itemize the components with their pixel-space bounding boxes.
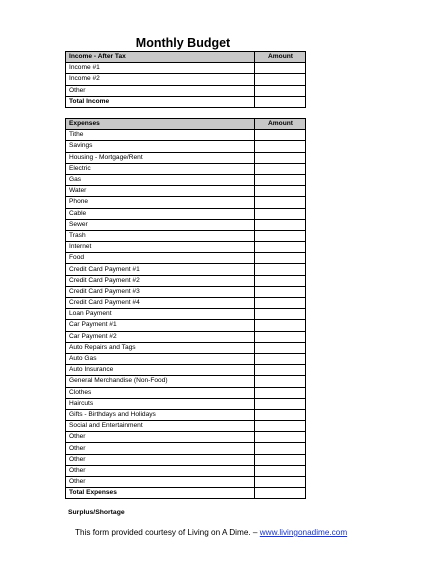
footer-text: This form provided courtesy of Living on A Dime. – [75, 528, 258, 537]
expenses-row-amount-cell[interactable] [255, 331, 306, 342]
expenses-row-label: Food [66, 253, 255, 264]
expenses-row-label: Auto Gas [66, 353, 255, 364]
income-row-label: Income #2 [66, 74, 255, 85]
expenses-row-label: Loan Payment [66, 309, 255, 320]
expenses-row-label: Car Payment #2 [66, 331, 255, 342]
expenses-row-label: Credit Card Payment #3 [66, 286, 255, 297]
expenses-row-label: Credit Card Payment #4 [66, 298, 255, 309]
expenses-row-amount-cell[interactable] [255, 264, 306, 275]
expenses-row-amount-cell[interactable] [255, 376, 306, 387]
expenses-row [66, 398, 306, 409]
expenses-row [66, 264, 306, 275]
footer-link[interactable]: www.livingonadime.com [259, 528, 348, 537]
expenses-row-label: Sewer [66, 219, 255, 230]
expenses-row-amount-cell[interactable] [255, 197, 306, 208]
expenses-header-row [66, 119, 306, 130]
income-header-row [66, 52, 306, 63]
expenses-row-label: Car Payment #1 [66, 320, 255, 331]
expenses-row-label: Auto Repairs and Tags [66, 342, 255, 353]
expenses-row-amount-cell[interactable] [255, 443, 306, 454]
expenses-row [66, 208, 306, 219]
expenses-row [66, 130, 306, 141]
expenses-row-label: Other [66, 465, 255, 476]
expenses-row-amount-cell[interactable] [255, 219, 306, 230]
expenses-row [66, 163, 306, 174]
expenses-row [66, 186, 306, 197]
expenses-row-amount-cell[interactable] [255, 309, 306, 320]
expenses-row-amount-cell[interactable] [255, 163, 306, 174]
expenses-row-label: Electric [66, 163, 255, 174]
expenses-row-amount-cell[interactable] [255, 298, 306, 309]
expenses-row-label: Other [66, 443, 255, 454]
expenses-row-label: Housing - Mortgage/Rent [66, 152, 255, 163]
expenses-row-label: Savings [66, 141, 255, 152]
expenses-row-amount-cell[interactable] [255, 365, 306, 376]
expenses-row-label: Tithe [66, 130, 255, 141]
expenses-row-amount-cell[interactable] [255, 477, 306, 488]
income-row-amount-cell[interactable] [255, 85, 306, 96]
expenses-row-label: Credit Card Payment #1 [66, 264, 255, 275]
income-table [65, 51, 306, 108]
expenses-row [66, 141, 306, 152]
expenses-row [66, 432, 306, 443]
expenses-row [66, 353, 306, 364]
expenses-total-amount-cell[interactable] [255, 488, 306, 499]
expenses-row-amount-cell[interactable] [255, 465, 306, 476]
expenses-row [66, 365, 306, 376]
surplus-shortage-label: Surplus/Shortage [68, 509, 125, 516]
income-row [66, 74, 306, 85]
expenses-row [66, 298, 306, 309]
income-total-label: Total Income [66, 96, 255, 107]
expenses-row-label: Cable [66, 208, 255, 219]
expenses-total-row [66, 488, 306, 499]
income-row-label: Income #1 [66, 63, 255, 74]
expenses-row-amount-cell[interactable] [255, 141, 306, 152]
expenses-row-amount-cell[interactable] [255, 387, 306, 398]
expenses-row-amount-cell[interactable] [255, 253, 306, 264]
expenses-row-label: Other [66, 454, 255, 465]
expenses-row-label: Clothes [66, 387, 255, 398]
expenses-row [66, 174, 306, 185]
expenses-row-amount-cell[interactable] [255, 130, 306, 141]
expenses-row-amount-cell[interactable] [255, 186, 306, 197]
expenses-row [66, 197, 306, 208]
expenses-row-amount-cell[interactable] [255, 320, 306, 331]
expenses-row-amount-cell[interactable] [255, 398, 306, 409]
income-amount-header: Amount [255, 52, 306, 63]
income-row-amount-cell[interactable] [255, 63, 306, 74]
expenses-row-amount-cell[interactable] [255, 174, 306, 185]
expenses-row [66, 454, 306, 465]
expenses-row-amount-cell[interactable] [255, 454, 306, 465]
expenses-row-amount-cell[interactable] [255, 432, 306, 443]
expenses-row-amount-cell[interactable] [255, 286, 306, 297]
expenses-table [65, 118, 306, 499]
expenses-row [66, 320, 306, 331]
expenses-row-label: Gas [66, 174, 255, 185]
expenses-row [66, 409, 306, 420]
expenses-row [66, 477, 306, 488]
expenses-row [66, 242, 306, 253]
expenses-row-label: Other [66, 477, 255, 488]
footer [75, 528, 347, 537]
expenses-row-label: Other [66, 432, 255, 443]
expenses-row [66, 219, 306, 230]
income-row-amount-cell[interactable] [255, 74, 306, 85]
expenses-row-label: Gifts - Birthdays and Holidays [66, 409, 255, 420]
expenses-row [66, 376, 306, 387]
expenses-row [66, 443, 306, 454]
expenses-row-label: Haircuts [66, 398, 255, 409]
expenses-header: Expenses [66, 119, 255, 130]
page-title: Monthly Budget [135, 36, 231, 50]
expenses-row [66, 309, 306, 320]
income-row [66, 63, 306, 74]
expenses-row-amount-cell[interactable] [255, 230, 306, 241]
income-header: Income - After Tax [66, 52, 255, 63]
expenses-total-label: Total Expenses [66, 488, 255, 499]
expenses-row [66, 253, 306, 264]
expenses-row-label: Phone [66, 197, 255, 208]
expenses-row [66, 421, 306, 432]
expenses-row [66, 286, 306, 297]
expenses-row-label: Credit Card Payment #2 [66, 275, 255, 286]
expenses-row-amount-cell[interactable] [255, 409, 306, 420]
expenses-row [66, 342, 306, 353]
expenses-row-label: General Merchandise (Non-Food) [66, 376, 255, 387]
expenses-row [66, 331, 306, 342]
expenses-row-amount-cell[interactable] [255, 353, 306, 364]
expenses-row-amount-cell[interactable] [255, 152, 306, 163]
expenses-row-label: Trash [66, 230, 255, 241]
expenses-row-amount-cell[interactable] [255, 275, 306, 286]
income-row-label: Other [66, 85, 255, 96]
expenses-row-amount-cell[interactable] [255, 421, 306, 432]
expenses-row-amount-cell[interactable] [255, 242, 306, 253]
expenses-row [66, 387, 306, 398]
expenses-row-label: Internet [66, 242, 255, 253]
expenses-row-label: Water [66, 186, 255, 197]
expenses-amount-header: Amount [255, 119, 306, 130]
expenses-row-label: Auto Insurance [66, 365, 255, 376]
income-row [66, 85, 306, 96]
expenses-row [66, 152, 306, 163]
expenses-row-amount-cell[interactable] [255, 208, 306, 219]
expenses-row-amount-cell[interactable] [255, 342, 306, 353]
expenses-row [66, 275, 306, 286]
income-total-amount-cell[interactable] [255, 96, 306, 107]
expenses-row-label: Social and Entertainment [66, 421, 255, 432]
expenses-row [66, 465, 306, 476]
expenses-row [66, 230, 306, 241]
income-total-row [66, 96, 306, 107]
